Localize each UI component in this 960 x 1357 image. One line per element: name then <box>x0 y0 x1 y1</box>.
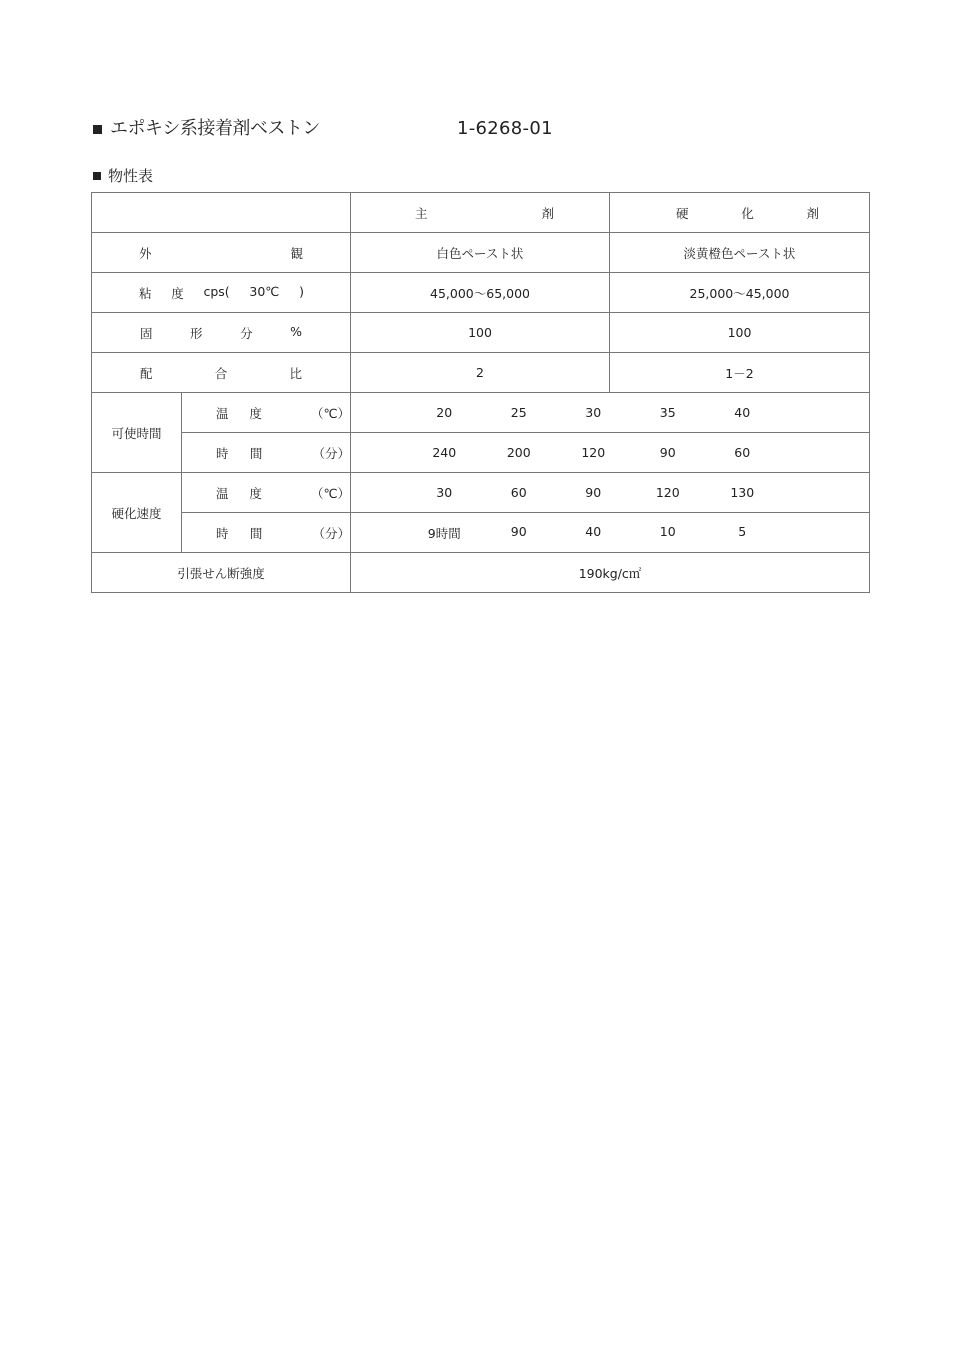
section-title: 物性表 <box>108 167 154 185</box>
pot-life-time-label: 時 間 （分） <box>182 433 351 473</box>
table-row <box>92 273 870 313</box>
table-row <box>92 353 870 393</box>
mix-ratio-main: 2 <box>351 353 610 393</box>
table-row <box>92 433 870 473</box>
table-header-row <box>92 193 870 233</box>
appearance-main: 白色ペースト状 <box>351 233 610 273</box>
section-heading <box>92 166 392 186</box>
cure-speed-label: 硬化速度 <box>92 473 182 553</box>
cure-speed-temps: 30 60 90 120 130 <box>351 473 870 513</box>
viscosity-label: 粘 度 cps( 30℃ ) <box>92 273 351 313</box>
properties-table <box>91 192 870 593</box>
product-code: 1-6268-01 <box>457 118 553 139</box>
appearance-hardener: 淡黄橙色ペースト状 <box>610 233 870 273</box>
mix-ratio-label: 配 合 比 <box>92 353 351 393</box>
appearance-label: 外 観 <box>92 233 351 273</box>
mix-ratio-hardener: 1－2 <box>610 353 870 393</box>
tensile-strength-label: 引張せん断強度 <box>92 553 351 593</box>
document-title-row <box>92 117 792 141</box>
viscosity-main: 45,000～65,000 <box>351 273 610 313</box>
square-bullet-icon <box>93 125 102 134</box>
main-agent-header: 主 剤 <box>351 193 610 233</box>
solids-main: 100 <box>351 313 610 353</box>
table-row <box>92 553 870 593</box>
cure-speed-times: 9時間 90 40 10 5 <box>351 513 870 553</box>
cure-speed-temp-label: 温 度 （℃） <box>182 473 351 513</box>
table-row <box>92 473 870 513</box>
product-title: エポキシ系接着剤ベストン <box>110 118 320 139</box>
table-row <box>92 393 870 433</box>
tensile-strength-value: 190kg/c㎡ <box>351 553 870 593</box>
viscosity-hardener: 25,000～45,000 <box>610 273 870 313</box>
pot-life-temps: 20 25 30 35 40 <box>351 393 870 433</box>
pot-life-temp-label: 温 度 （℃） <box>182 393 351 433</box>
hardener-header: 硬 化 剤 <box>610 193 870 233</box>
empty-header-cell <box>92 193 351 233</box>
solids-hardener: 100 <box>610 313 870 353</box>
square-bullet-icon <box>93 172 101 180</box>
table-row <box>92 513 870 553</box>
cure-speed-time-label: 時 間 （分） <box>182 513 351 553</box>
pot-life-label: 可使時間 <box>92 393 182 473</box>
table-row <box>92 313 870 353</box>
pot-life-times: 240 200 120 90 60 <box>351 433 870 473</box>
table-row <box>92 233 870 273</box>
solids-label: 固 形 分 % <box>92 313 351 353</box>
